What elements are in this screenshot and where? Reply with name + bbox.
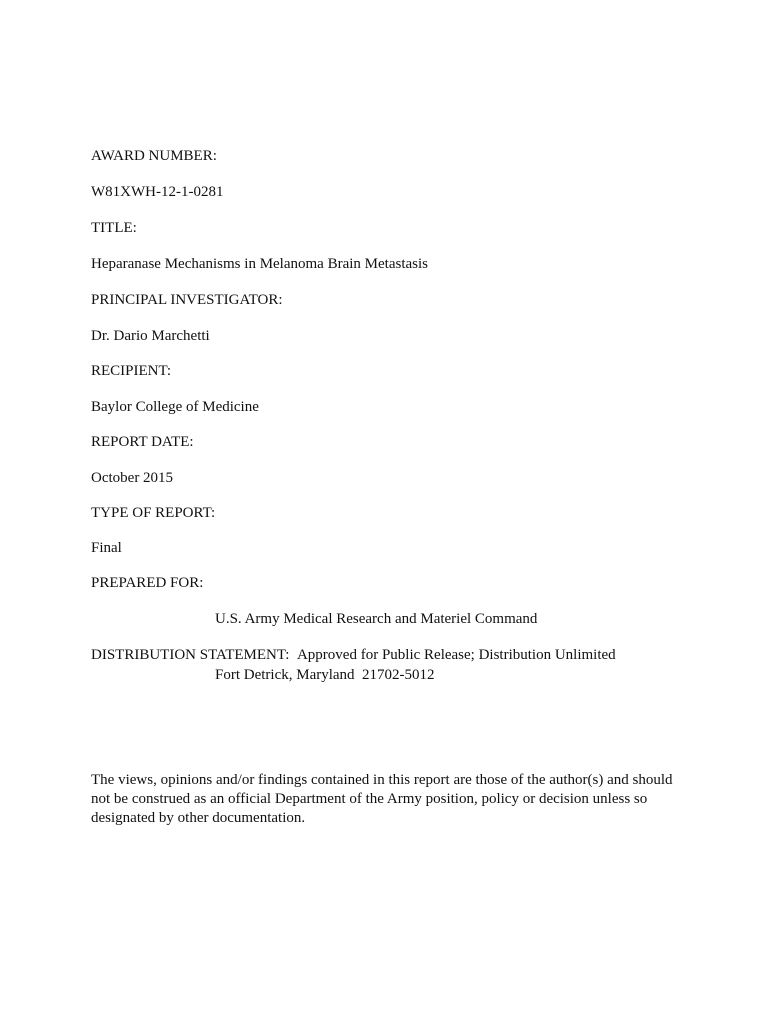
report-type-value: Final (91, 540, 122, 556)
prepared-for-line1: U.S. Army Medical Research and Materiel Command (215, 611, 538, 627)
distribution-statement (91, 646, 616, 664)
prepared-for-label: PREPARED FOR: (91, 575, 204, 591)
report-date-label: REPORT DATE: (91, 434, 194, 450)
distribution-label: DISTRIBUTION STATEMENT: (91, 647, 290, 663)
title-label: TITLE: (91, 220, 137, 236)
recipient-label: RECIPIENT: (91, 363, 172, 379)
award-number-value: W81XWH-12-1-0281 (91, 184, 224, 200)
disclaimer-text: The views, opinions and/or findings contained in this report are those of the author(s) and should not be construed as an official Department of the Army position, policy or decision unless so designated by other documentation. (91, 772, 673, 826)
distribution-value: Approved for Public Release; Distribution Unlimited (296, 647, 616, 663)
report-date-value: October 2015 (91, 470, 174, 486)
principal-investigator-value: Dr. Dario Marchetti (91, 328, 210, 344)
recipient-value: Baylor College of Medicine (91, 399, 259, 415)
title-value: Heparanase Mechanisms in Melanoma Brain Metastasis (91, 256, 428, 272)
report-type-label: TYPE OF REPORT: (91, 505, 216, 521)
prepared-for-line2: Fort Detrick, Maryland 21702-5012 (215, 667, 435, 683)
principal-investigator-label: PRINCIPAL INVESTIGATOR: (91, 292, 283, 308)
award-number-label: AWARD NUMBER: (91, 148, 217, 164)
